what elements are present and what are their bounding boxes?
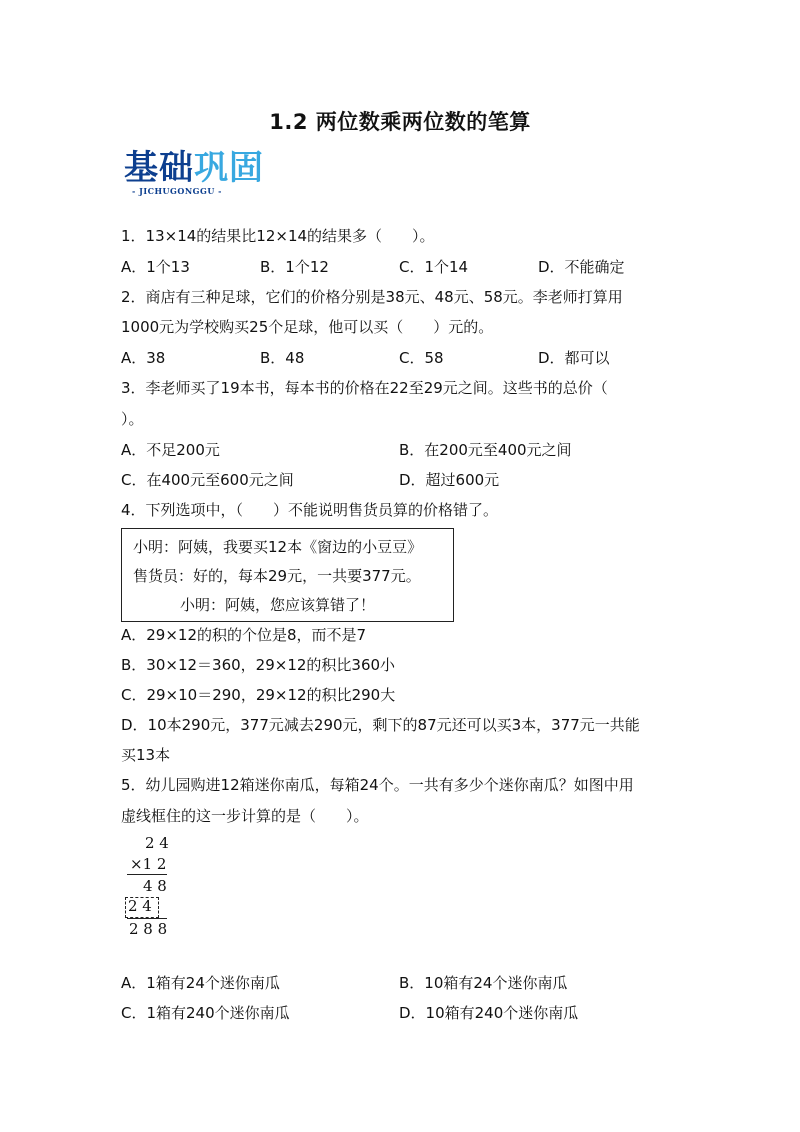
page-title: 1.2 两位数乘两位数的笔算 bbox=[269, 110, 531, 134]
question-1-stem: 1．13×14的结果比12×14的结果多（ ）。 bbox=[121, 227, 435, 245]
q5-option-a: A．1箱有24个迷你南瓜 bbox=[121, 974, 280, 992]
banner-logo bbox=[124, 148, 264, 188]
q4-option-d-continued: 买13本 bbox=[121, 746, 171, 764]
banner-main: 基础 bbox=[124, 148, 194, 188]
q2-option-a: A．38 bbox=[121, 349, 166, 367]
question-5-stem-line2: 虚线框住的这一步计算的是（ ）。 bbox=[121, 807, 369, 825]
calc-multiplier: ×1 2 bbox=[130, 855, 167, 873]
q5-option-b: B．10箱有24个迷你南瓜 bbox=[399, 974, 568, 992]
q2-option-d: D．都可以 bbox=[538, 349, 610, 367]
question-4-stem: 4．下列选项中，（ ）不能说明售货员算的价格错了。 bbox=[121, 501, 499, 519]
question-2-stem-line2: 1000元为学校购买25个足球，他可以买（ ）元的。 bbox=[121, 318, 494, 336]
q3-option-c: C．在400元至600元之间 bbox=[121, 471, 294, 489]
q3-option-a: A．不足200元 bbox=[121, 441, 220, 459]
banner-accent: 巩固 bbox=[194, 148, 264, 188]
q1-option-b: B．1个12 bbox=[260, 258, 329, 276]
q2-option-b: B．48 bbox=[260, 349, 305, 367]
calc-multiplicand: 2 4 bbox=[145, 834, 169, 852]
section-banner bbox=[124, 148, 264, 198]
q1-option-a: A．1个13 bbox=[121, 258, 190, 276]
q4-option-c: C．29×10＝290，29×12的积比290大 bbox=[121, 686, 396, 704]
dialog-line-3: 小明：阿姨，您应该算错了！ bbox=[180, 596, 376, 614]
q3-option-d: D．超过600元 bbox=[399, 471, 500, 489]
dialog-line-2: 售货员：好的，每本29元，一共要377元。 bbox=[133, 567, 421, 585]
calc-rule-1 bbox=[127, 874, 167, 875]
q3-option-b: B．在200元至400元之间 bbox=[399, 441, 572, 459]
question-3-stem-line1: 3．李老师买了19本书，每本书的价格在22至29元之间。这些书的总价（ bbox=[121, 379, 608, 397]
calc-partial-2: 2 4 bbox=[128, 897, 152, 915]
q4-option-b: B．30×12＝360，29×12的积比360小 bbox=[121, 656, 396, 674]
q1-option-d: D．不能确定 bbox=[538, 258, 625, 276]
q5-option-d: D．10箱有240个迷你南瓜 bbox=[399, 1004, 579, 1022]
calc-partial-1: 4 8 bbox=[143, 877, 167, 895]
q5-option-c: C．1箱有240个迷你南瓜 bbox=[121, 1004, 290, 1022]
calc-result: 2 8 8 bbox=[129, 920, 168, 938]
question-2-stem-line1: 2．商店有三种足球，它们的价格分别是38元、48元、58元。李老师打算用 bbox=[121, 288, 623, 306]
q4-option-d: D．10本290元，377元减去290元，剩下的87元还可以买3本，377元一共能 bbox=[121, 716, 640, 734]
banner-subtitle: - JICHUGONGGU - bbox=[132, 186, 222, 196]
q2-option-c: C．58 bbox=[399, 349, 444, 367]
question-3-stem-line2: ）。 bbox=[121, 410, 144, 428]
calc-rule-2 bbox=[127, 918, 167, 919]
q4-option-a: A．29×12的积的个位是8，而不是7 bbox=[121, 626, 367, 644]
q1-option-c: C．1个14 bbox=[399, 258, 469, 276]
dialog-line-1: 小明：阿姨，我要买12本《窗边的小豆豆》 bbox=[133, 538, 423, 556]
question-5-stem-line1: 5．幼儿园购进12箱迷你南瓜，每箱24个。一共有多少个迷你南瓜？如图中用 bbox=[121, 776, 634, 794]
